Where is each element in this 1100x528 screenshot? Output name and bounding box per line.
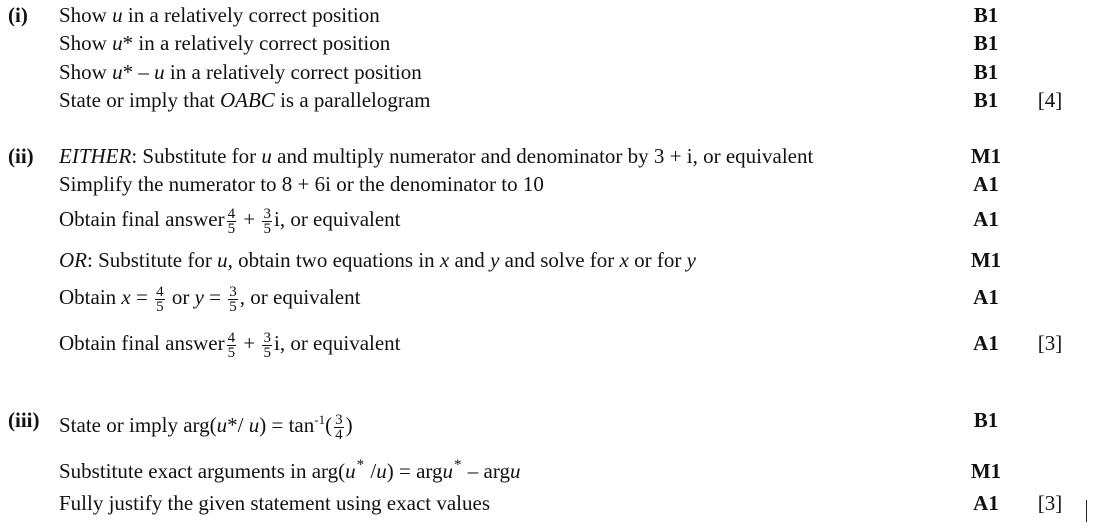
criterion-text: OR: Substitute for u, obtain two equations in x and y and solve for x or for y xyxy=(59,248,696,272)
part-label: (iii) xyxy=(8,408,40,432)
criterion-text: EITHER: Substitute for u and multiply numerator and denominator by 3 + i, or equivalent xyxy=(59,144,814,168)
part-total: [3] xyxy=(1037,491,1063,515)
mark-code: B1 xyxy=(973,88,999,112)
mark-code: A1 xyxy=(973,207,999,231)
criterion-text: State or imply arg(u*/ $u) = \tan^{-1}$( $\frac{3}{4}$ ) xyxy=(59,411,353,443)
part-i-row-4 xyxy=(0,85,1100,115)
criterion-text: Show u* in a relatively correct position xyxy=(59,31,391,55)
mark-code: A1 xyxy=(973,491,999,515)
part-iii-row-1 xyxy=(0,405,1100,443)
part-ii-row-1 xyxy=(0,141,1100,171)
mark-code: M1 xyxy=(970,459,1002,483)
mark-code: A1 xyxy=(973,331,999,355)
mark-code: B1 xyxy=(973,60,999,84)
criterion-text: Obtain x = $\frac{4}{5}$ or y = $\frac{3}{5}$ , or equivalent xyxy=(59,283,361,315)
mark-code: A1 xyxy=(973,285,999,309)
fraction: $\frac{3}{4}$ xyxy=(335,411,343,443)
part-label: (i) xyxy=(8,3,28,27)
part-iii-row-2 xyxy=(0,456,1100,486)
part-label: (ii) xyxy=(8,144,34,168)
mark-code: M1 xyxy=(970,248,1002,272)
fraction: $\frac{3}{5}$ xyxy=(263,205,271,237)
mark-code: B1 xyxy=(973,408,999,432)
criterion-text: Substitute exact arguments in arg(u* /u) = argu* – argu xyxy=(59,457,521,483)
criterion-text: Fully justify the given statement using exact values xyxy=(59,491,491,515)
fraction: $\frac{3}{5}$ xyxy=(263,329,271,361)
mark-code: B1 xyxy=(973,31,999,55)
part-total: [4] xyxy=(1037,88,1063,112)
part-ii-row-2 xyxy=(0,169,1100,199)
fraction: $\frac{4}{5}$ xyxy=(227,205,236,237)
criterion-text: Show u in a relatively correct position xyxy=(59,3,380,27)
part-i-row-1 xyxy=(0,0,1100,30)
mark-code: B1 xyxy=(973,3,999,27)
part-ii-row-3 xyxy=(0,204,1100,237)
part-i-row-3 xyxy=(0,57,1100,87)
fraction: $\frac{4}{5}$ xyxy=(227,329,236,361)
criterion-text: Obtain final answer $\frac{4}{5}$ + $\frac{3}{5}$ i, or equivalent xyxy=(59,329,401,361)
criterion-text: State or imply that OABC is a parallelogram xyxy=(59,88,431,112)
part-i-row-2 xyxy=(0,28,1100,58)
criterion-text: Simplify the numerator to 8 + 6i or the denominator to 10 xyxy=(59,172,544,196)
part-total: [3] xyxy=(1037,331,1063,355)
part-ii-row-5 xyxy=(0,282,1100,315)
criterion-text: Show u* – u in a relatively correct position xyxy=(59,60,422,84)
part-ii-row-4 xyxy=(0,245,1100,275)
part-ii-row-6 xyxy=(0,328,1100,361)
text-cursor xyxy=(1086,500,1087,522)
mark-code: A1 xyxy=(973,172,999,196)
part-iii-row-3 xyxy=(0,488,1100,518)
fraction: $\frac{4}{5}$ xyxy=(156,283,164,315)
criterion-text: Obtain final answer $\frac{4}{5}$ + $\frac{3}{5}$ i, or equivalent xyxy=(59,205,401,237)
fraction: $\frac{3}{5}$ xyxy=(229,283,237,315)
mark-code: M1 xyxy=(970,144,1002,168)
